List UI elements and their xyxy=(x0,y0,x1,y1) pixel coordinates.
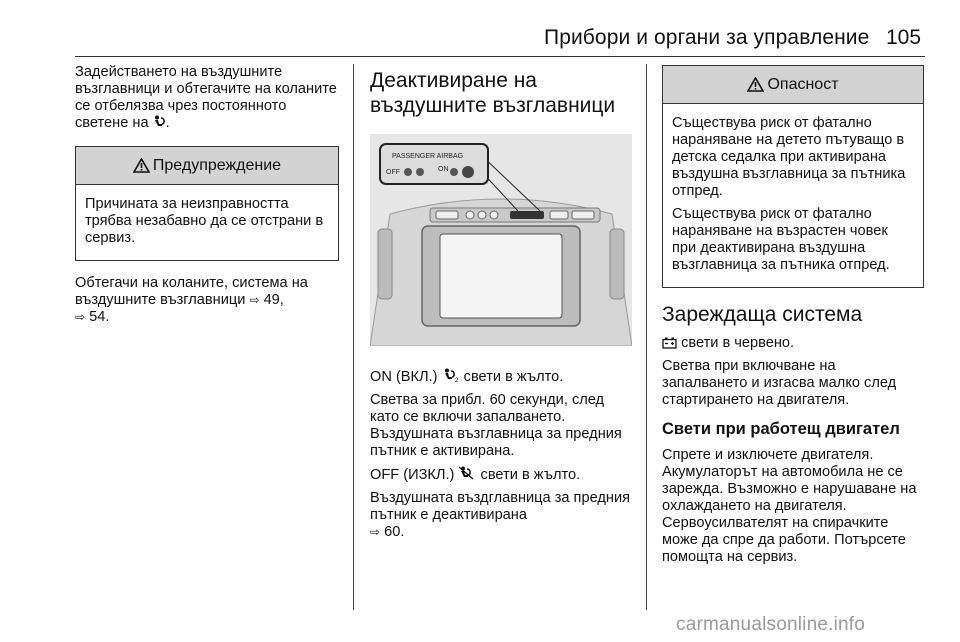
danger-box-body xyxy=(663,104,923,287)
warning-box-title: Предупреждение xyxy=(152,156,282,174)
warning-box xyxy=(75,146,339,261)
on-status-line: ON (ВКЛ.) 2 свети в жълто. xyxy=(370,369,564,385)
header-rule xyxy=(75,56,925,57)
page-header xyxy=(0,0,960,56)
warning-box-header xyxy=(76,147,338,185)
figure-label-on: ON xyxy=(438,166,449,173)
battery-icon xyxy=(662,337,677,349)
charging-status-line: свети в червено. xyxy=(662,335,924,352)
figure-label-passenger-airbag: PASSENGER AIRBAG xyxy=(392,153,464,160)
warning-box-body xyxy=(76,185,338,260)
column-divider xyxy=(646,64,647,610)
danger-box-header xyxy=(663,66,923,104)
figure-label-off: OFF xyxy=(386,169,400,176)
danger-text-adult: Съществува риск от фатално нараняване на възрастен човек при деактивирана въздушна възглавница за пътника отпред. xyxy=(672,206,890,273)
engine-running-description: Спрете и изключете двигателя. Акумулаторът на автомобила не се зарежда. Възможно е нарушаване на охлаждането на двигателя. Сервоусилвателят на спирачките може да спре да работи. Потърсете помощта на сервиз. xyxy=(662,447,917,565)
danger-box-title: Опасност xyxy=(767,75,839,93)
cross-reference-icon: ⇨ xyxy=(75,310,86,324)
off-status-line: OFF (ИЗКЛ.) свети в жълто. xyxy=(370,467,581,483)
warning-triangle-icon xyxy=(747,77,764,92)
warning-triangle-icon xyxy=(133,158,150,173)
section-title: Прибори и органи за управление xyxy=(544,26,870,49)
cross-reference-icon: ⇨ xyxy=(370,525,381,539)
airbag-off-icon xyxy=(458,466,476,481)
ref-link-49[interactable]: 49, xyxy=(263,292,284,308)
column-3 xyxy=(662,64,924,572)
ref-link-60[interactable]: 60. xyxy=(384,524,405,540)
dashboard-illustration xyxy=(370,134,632,346)
refs-paragraph: Обтегачи на коланите, система на въздушните възглавници ⇨ 49, ⇨ 54. xyxy=(75,275,308,325)
column-divider xyxy=(353,64,354,610)
dashboard-figure xyxy=(370,134,632,346)
svg-text:2: 2 xyxy=(454,378,458,383)
engine-running-heading: Свети при работещ двигател xyxy=(662,420,900,438)
intro-paragraph: Задействането на въздушните възглавници и обтегачите на коланите се отбелязва чрез постоянното светене на . xyxy=(75,64,337,131)
page-number: 105 xyxy=(886,26,922,49)
off-description: Въздушната въздглавница за предния пътник е деактивирана ⇨ 60. xyxy=(370,490,631,540)
ref-link-54[interactable]: 54. xyxy=(89,309,110,325)
warning-text: Причината за неизправността трябва незабавно да се отстрани в сервиз. xyxy=(85,196,324,246)
cross-reference-icon: ⇨ xyxy=(249,293,260,307)
on-description: Светва за прибл. 60 секунди, след като се включи запалването. Въздушната възглавница за предния пътник е активирана. xyxy=(370,392,622,459)
deactivation-heading: Деактивиране на въздушните възглавници xyxy=(370,69,616,117)
airbag-on-icon xyxy=(442,368,460,383)
charging-description: Светва при включване на запалването и изгасва малко след стартирането на двигателя. xyxy=(662,358,897,408)
danger-box xyxy=(662,65,924,288)
column-2 xyxy=(370,64,632,547)
airbag-icon xyxy=(153,115,166,129)
column-1 xyxy=(75,64,339,332)
charging-heading: Зареждаща система xyxy=(662,303,863,326)
watermark: carmanualsonline.info xyxy=(676,614,866,635)
danger-text-child: Съществува риск от фатално нараняване на детето пътуващо в детска седалка при активирана въздушна възглавница за пътника отпред. xyxy=(672,115,906,199)
